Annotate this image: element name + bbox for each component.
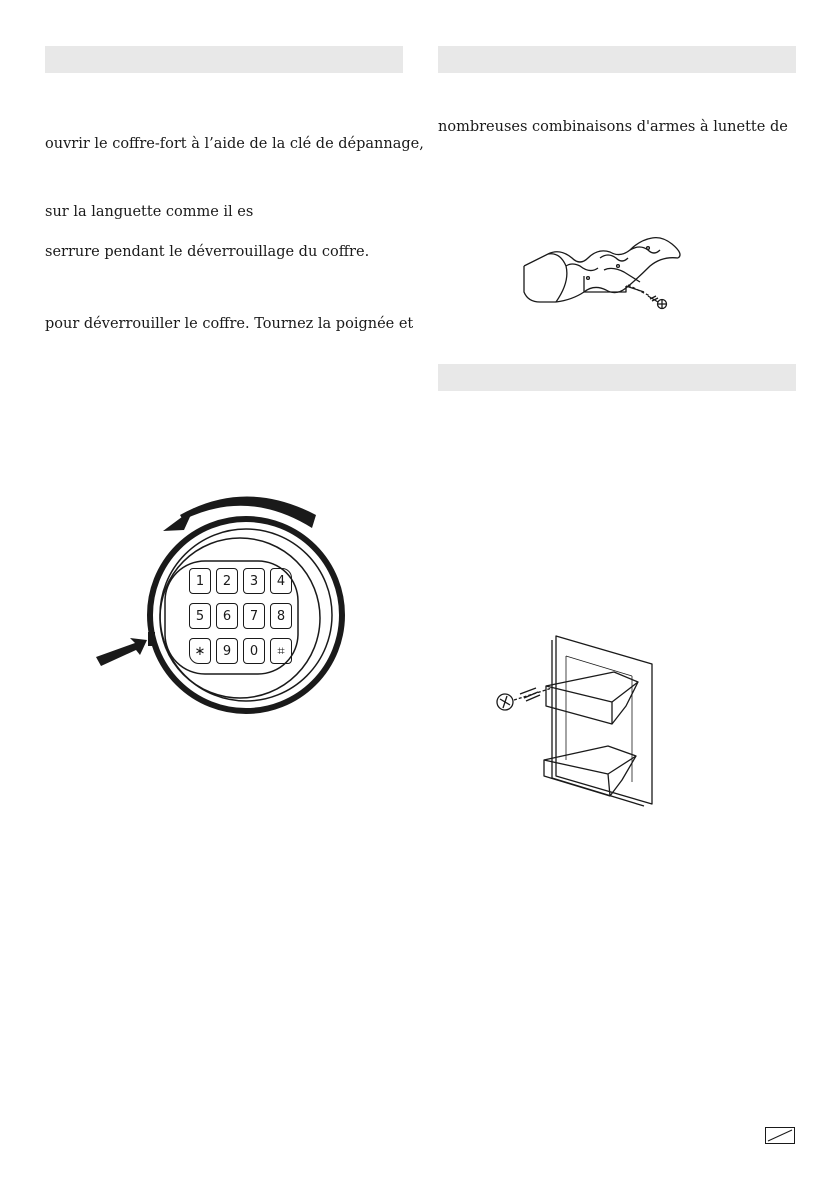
page-corner-marker xyxy=(765,1127,795,1144)
key-label: ⌗ xyxy=(277,643,285,659)
key-label: 7 xyxy=(249,608,259,624)
key-label: ∗ xyxy=(194,643,206,659)
key-label: 1 xyxy=(195,573,205,589)
text-line: ouvrir le coffre-fort à l’aide de la clé de dépannage, xyxy=(45,136,424,152)
key-label: 6 xyxy=(222,608,232,624)
text-line: serrure pendant le déverrouillage du coffre. xyxy=(45,244,370,260)
key-label: 4 xyxy=(276,573,286,589)
text-line: nombreuses combinaisons d'armes à lunette de xyxy=(438,119,788,135)
text-line: sur la languette comme il es xyxy=(45,204,254,220)
key-label: 0 xyxy=(249,643,259,659)
key-label: 9 xyxy=(222,643,232,659)
key-label: 2 xyxy=(222,573,232,589)
key-label: 8 xyxy=(276,608,286,624)
key-label: 3 xyxy=(249,573,259,589)
key-label: 5 xyxy=(195,608,205,624)
text-line: pour déverrouiller le coffre. Tournez la poignée et xyxy=(45,316,414,332)
